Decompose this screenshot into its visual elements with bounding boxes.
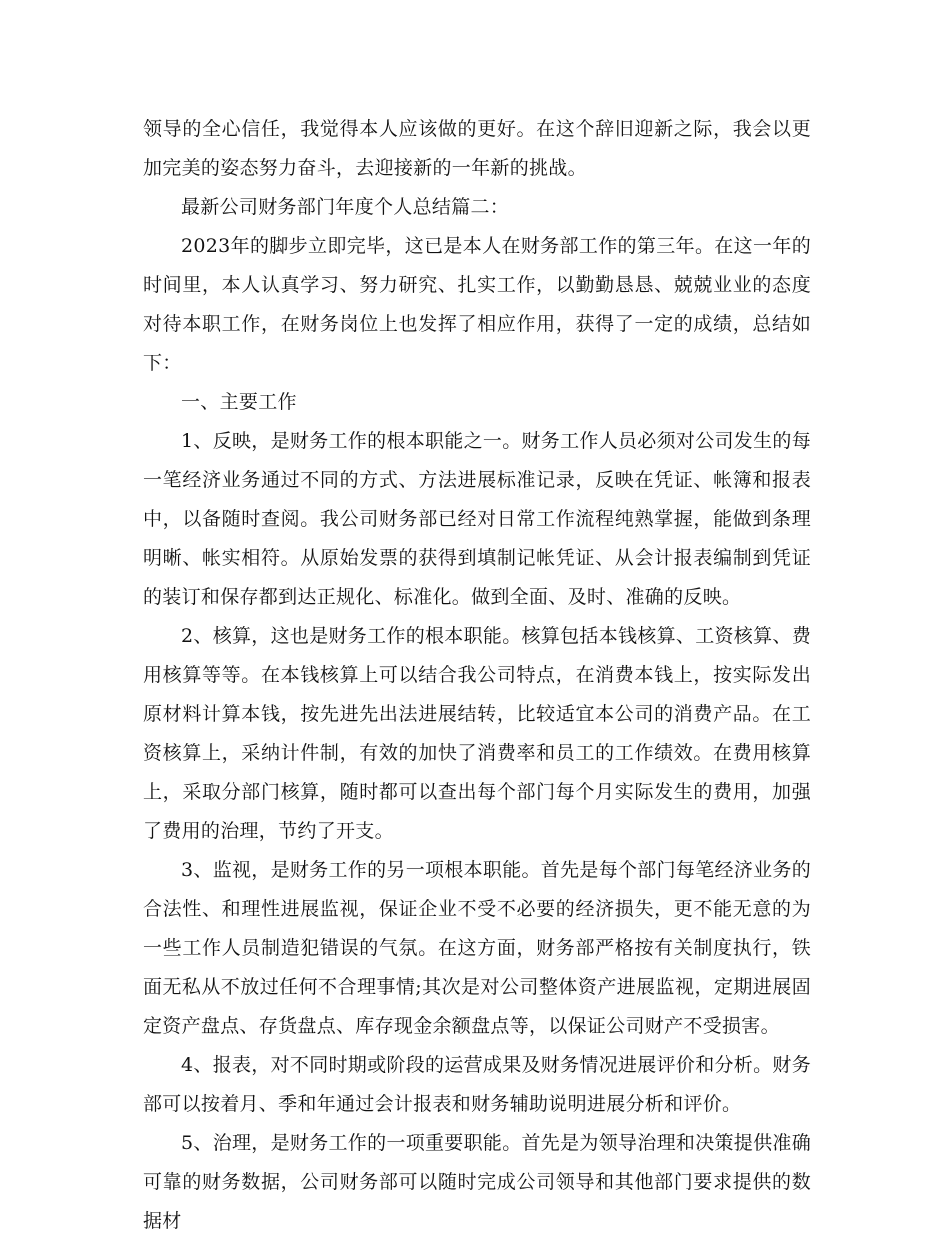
paragraph-continuation: 领导的全心信任，我觉得本人应该做的更好。在这个辞旧迎新之际，我会以更加完美的姿态努力奋斗，去迎接新的一年新的挑战。 — [143, 118, 811, 179]
paragraph-item-3: 3、监视，是财务工作的另一项根本职能。首先是每个部门每笔经济业务的合法性、和理性进展监视，保证企业不受不必要的经济损失，更不能无意的为一些工作人员制造犯错误的气氛。在这方面，财务部严格按有关制度执行，铁面无私从不放过任何不合理事情;其次是对公司整体资产进展监视，定期进展固定资产盘点、存货盘点、库存现金余额盘点等，以保证公司财产不受损害。 — [143, 859, 811, 1037]
paragraph-item-2: 2、核算，这也是财务工作的根本职能。核算包括本钱核算、工资核算、费用核算等等。在本钱核算上可以结合我公司特点，在消费本钱上，按实际发出原材料计算本钱，按先进先出法进展结转，比较适宜本公司的消费产品。在工资核算上，采纳计件制，有效的加快了消费率和员工的工作绩效。在费用核算上，采取分部门核算，随时都可以查出每个部门每个月实际发生的费用，加强了费用的治理，节约了开支。 — [143, 625, 811, 842]
paragraph-item-4: 4、报表，对不同时期或阶段的运营成果及财务情况进展评价和分析。财务部可以按着月、季和年通过会计报表和财务辅助说明进展分析和评价。 — [143, 1054, 811, 1115]
paragraph-item-5: 5、治理，是财务工作的一项重要职能。首先是为领导治理和决策提供准确可靠的财务数据，公司财务部可以随时完成公司领导和其他部门要求提供的数据材 — [143, 1132, 811, 1232]
paragraph-item-1: 1、反映，是财务工作的根本职能之一。财务工作人员必须对公司发生的每一笔经济业务通过不同的方式、方法进展标准记录，反映在凭证、帐簿和报表中，以备随时查阅。我公司财务部已经对日常工作流程纯熟掌握，能做到条理明晰、帐实相符。从原始发票的获得到填制记帐凭证、从会计报表编制到凭证的装订和保存都到达正规化、标准化。做到全面、及时、准确的反映。 — [143, 430, 811, 608]
document-body — [143, 110, 811, 1241]
section-heading-main-work: 一、主要工作 — [181, 391, 297, 413]
paragraph-intro: 2023年的脚步立即完毕，这已是本人在财务部工作的第三年。在这一年的时间里，本人认真学习、努力研究、扎实工作，以勤勤恳恳、兢兢业业的态度对待本职工作，在财务岗位上也发挥了相应作用，获得了一定的成绩，总结如下： — [143, 235, 811, 374]
section-heading-part-two: 最新公司财务部门年度个人总结篇二： — [181, 196, 510, 218]
